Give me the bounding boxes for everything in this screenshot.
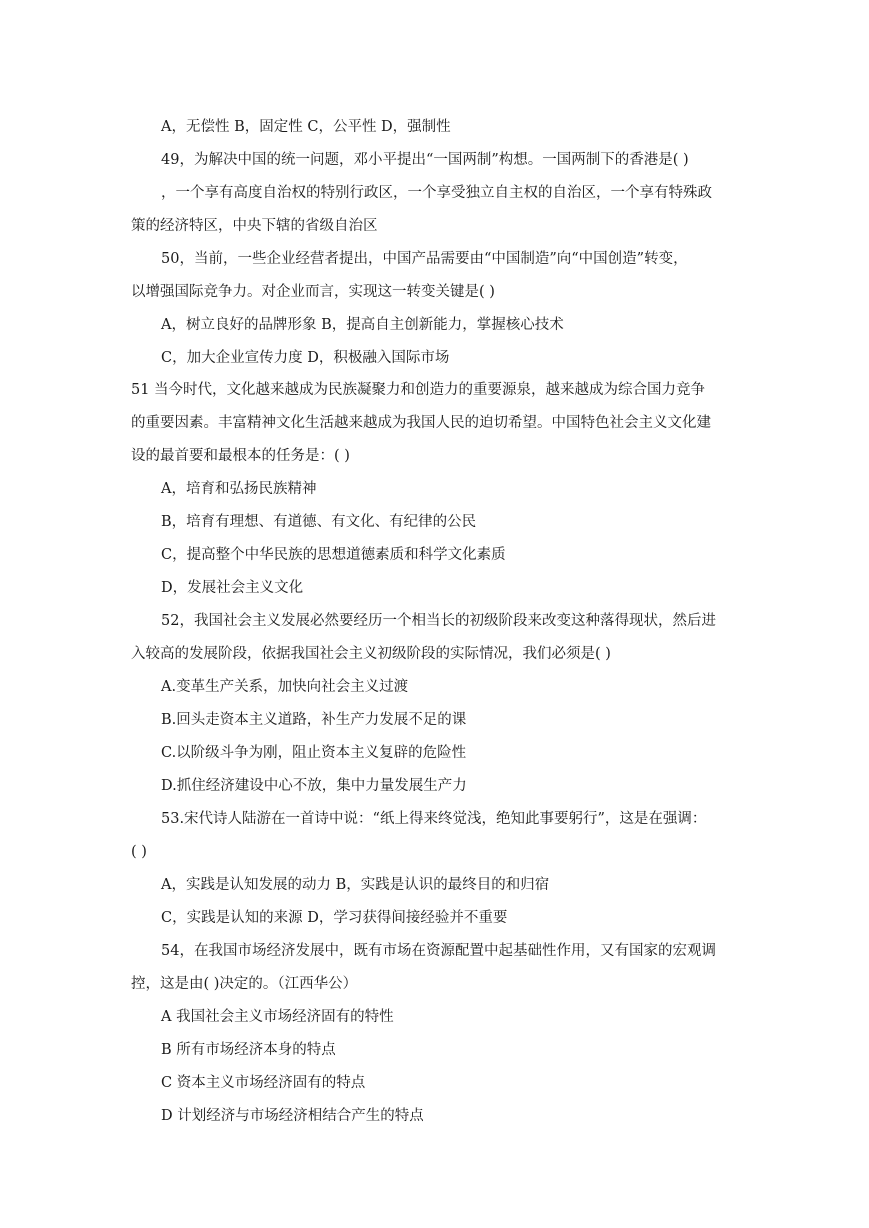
question-51: 51 当今时代，文化越来越成为民族凝聚力和创造力的重要源泉，越来越成为综合国力竞争 [131, 382, 706, 398]
question-54-option-b: B 所有市场经济本身的特点 [161, 1042, 336, 1058]
question-50: 50，当前，一些企业经营者提出，中国产品需要由“中国制造”向“中国创造”转变， [161, 251, 688, 267]
question-52-option-a: A.变革生产关系，加快向社会主义过渡 [161, 679, 409, 695]
question-53-options-ab: A，实践是认知发展的动力 B，实践是认识的最终目的和归宿 [161, 877, 550, 893]
question-52: 52，我国社会主义发展必然要经历一个相当长的初级阶段来改变这种落得现状，然后进 [161, 613, 716, 629]
question-50-cont: 以增强国际竞争力。对企业而言，实现这一转变关键是( ) [131, 284, 495, 300]
question-49-options-cont: 策的经济特区，中央下辖的省级自治区 [131, 218, 378, 234]
question-54-option-a: A 我国社会主义市场经济固有的特性 [161, 1009, 394, 1025]
question-51-option-d: D，发展社会主义文化 [161, 580, 304, 596]
question-53-blank: ( ) [131, 844, 147, 860]
question-50-options-cd: C，加大企业宣传力度 D，积极融入国际市场 [161, 350, 450, 366]
question-52-option-c: C.以阶级斗争为刚，阻止资本主义复辟的危险性 [161, 745, 467, 761]
question-51-option-b: B，培育有理想、有道德、有文化、有纪律的公民 [161, 514, 477, 530]
question-54-option-c: C 资本主义市场经济固有的特点 [161, 1075, 366, 1091]
question-52-option-b: B.回头走资本主义道路，补生产力发展不足的课 [161, 712, 467, 728]
question-50-options-ab: A，树立良好的品牌形象 B，提高自主创新能力，掌握核心技术 [161, 317, 564, 333]
question-51-option-a: A，培育和弘扬民族精神 [161, 481, 317, 497]
question-52-option-d: D.抓住经济建设中心不放，集中力量发展生产力 [161, 778, 467, 794]
question-54-option-d: D 计划经济与市场经济相结合产生的特点 [161, 1108, 424, 1124]
question-51-option-c: C，提高整个中华民族的思想道德素质和科学文化素质 [161, 547, 506, 563]
option-line-48: A，无偿性 B，固定性 C，公平性 D，强制性 [161, 119, 451, 135]
question-54: 54，在我国市场经济发展中，既有市场在资源配置中起基础性作用，又有国家的宏观调 [161, 943, 716, 959]
question-51-cont: 的重要因素。丰富精神文化生活越来越成为我国人民的迫切希望。中国特色社会主义文化建 [131, 415, 711, 431]
question-52-cont: 入较高的发展阶段，依据我国社会主义初级阶段的实际情况，我们必须是( ) [131, 646, 611, 662]
question-53: 53.宋代诗人陆游在一首诗中说：“纸上得来终觉浅，绝知此事要躬行”，这是在强调： [161, 811, 707, 827]
question-54-cont: 控，这是由( )决定的。（江西华公） [131, 976, 358, 992]
question-49-options: ，一个享有高度自治权的特别行政区，一个享受独立自主权的自治区，一个享有特殊政 [161, 185, 712, 201]
question-49: 49，为解决中国的统一问题，邓小平提出“一国两制”构想。一国两制下的香港是( ) [161, 152, 689, 168]
question-53-options-cd: C，实践是认知的来源 D，学习获得间接经验并不重要 [161, 910, 508, 926]
question-51-cont2: 设的最首要和最根本的任务是：( ) [131, 448, 350, 464]
